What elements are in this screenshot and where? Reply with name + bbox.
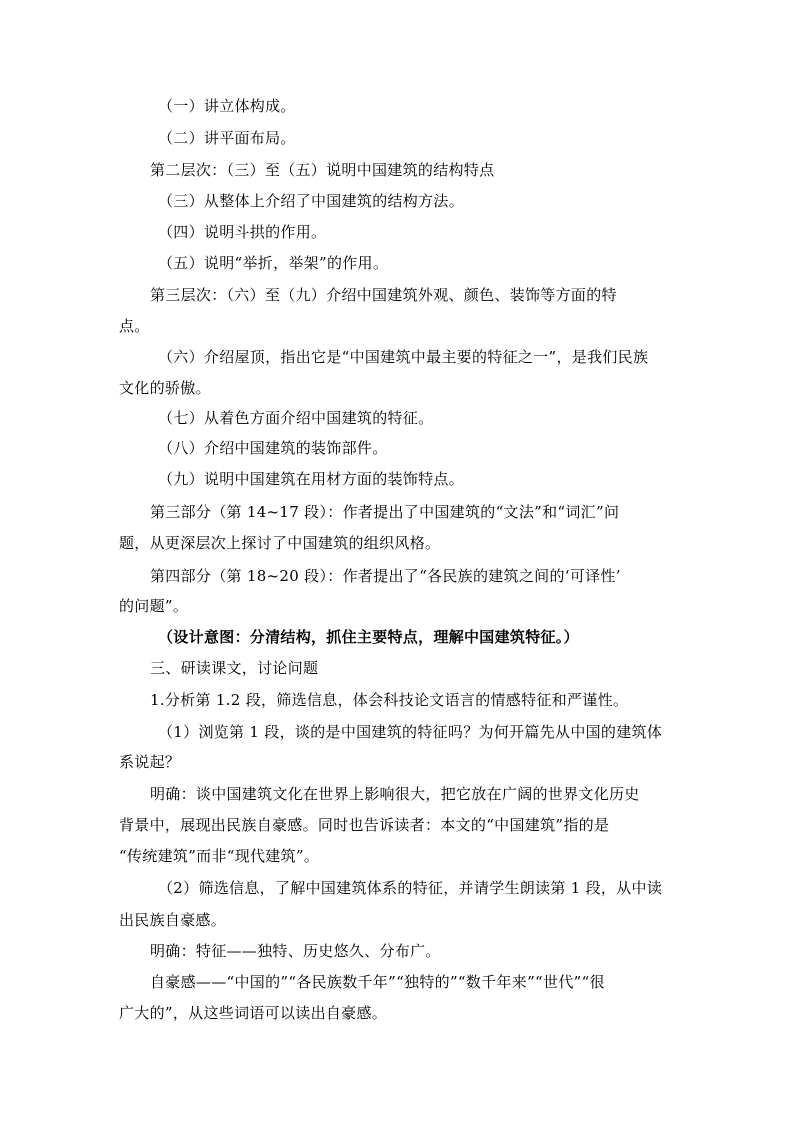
text-line: 题，从更深层次上探讨了中国建筑的组织风格。 [119,534,441,552]
text-line: “传统建筑”而非“现代建筑”。 [119,847,320,865]
text-line: （四）说明斗拱的作用。 [158,223,327,241]
text-line: （七）从着色方面介绍中国建筑的特征。 [158,409,434,427]
text-line: （三）从整体上介绍了中国建筑的结构方法。 [158,192,465,210]
text-line: （五）说明“举折，举架”的作用。 [158,254,389,272]
text-line: （九）说明中国建筑在用材方面的装饰特点。 [158,470,465,488]
text-line: （一）讲立体构成。 [158,97,296,115]
text-line: 第二层次：（三）至（五）说明中国建筑的结构特点 [150,161,495,179]
text-line: 第三部分（第 14~17 段）：作者提出了中国建筑的“文法”和“词汇”问 [150,503,620,521]
text-line: 明确：谈中国建筑文化在世界上影响很大，把它放在广阔的世界文化历史 [150,785,640,803]
text-line: 1.分析第 1.2 段，筛选信息，体会科技论文语言的情感特征和严谨性。 [150,691,629,709]
text-line: 文化的骄傲。 [119,379,211,397]
text-line: 明确：特征——独特、历史悠久、分布广。 [150,942,441,960]
text-line: 系说起？ [119,753,181,771]
text-line: （八）介绍中国建筑的装饰部件。 [158,439,388,457]
text-line: 背景中，展现出民族自豪感。同时也告诉读者：本文的“中国建筑”指的是 [119,816,610,834]
section-heading: 三、研读课文，讨论问题 [150,659,319,677]
text-line: 第三层次：（六）至（九）介绍中国建筑外观、颜色、装饰等方面的特 [150,286,617,304]
text-line: （六）介绍屋顶，指出它是“中国建筑中最主要的特征之一”，是我们民族 [158,348,649,366]
text-line: 点。 [119,317,150,335]
text-line: 第四部分（第 18~20 段）：作者提出了“各民族的建筑之间的‘可译性’ [150,567,621,585]
text-line: （1）浏览第 1 段，谈的是中国建筑的特征吗？为何开篇先从中国的建筑体 [158,723,663,741]
design-intent-note: （设计意图：分清结构，抓住主要特点，理解中国建筑特征。） [158,628,579,646]
text-line: 的问题”。 [119,597,189,615]
text-line: 出民族自豪感。 [119,911,227,929]
text-line: 自豪感——“中国的”“各民族数千年”“独特的”“数千年来”“世代”“很 [150,973,605,991]
text-line: 广大的”，从这些词语可以读出自豪感。 [119,1004,388,1022]
text-line: （二）讲平面布局。 [158,129,296,147]
text-line: （2）筛选信息，了解中国建筑体系的特征，并请学生朗读第 1 段，从中读 [158,879,663,897]
